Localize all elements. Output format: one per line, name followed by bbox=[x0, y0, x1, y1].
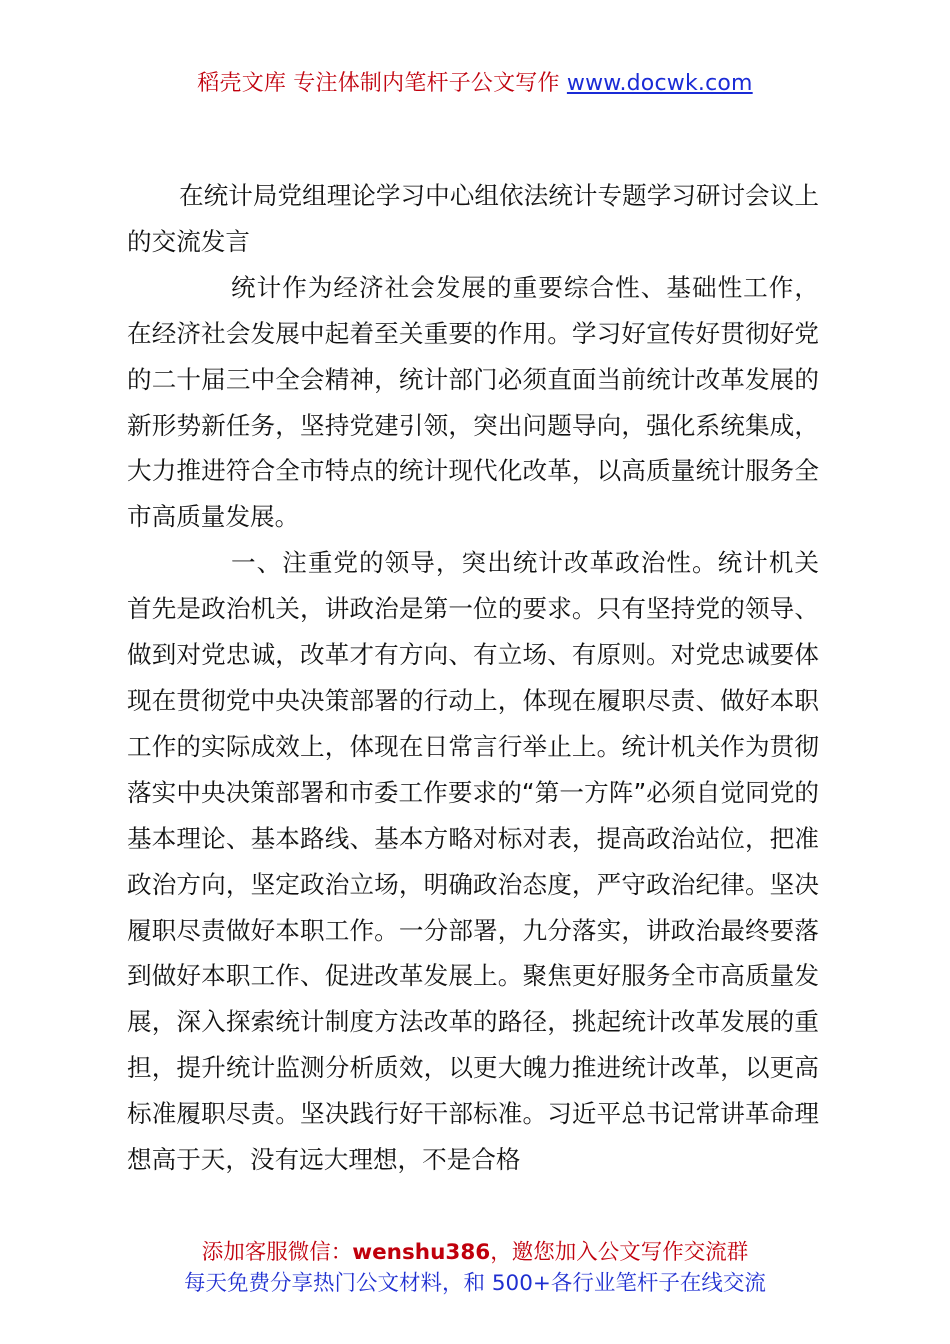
paragraph-section-one: 一、注重党的领导，突出统计改革政治性。统计机关首先是政治机关，讲政治是第一位的要求。只有坚持党的领导、做到对党忠诚，改革才有方向、有立场、有原则。对党忠诚要体现在贯彻党中央决策部署的行动上，体现在履职尽责、做好本职工作的实际成效上，体现在日常言行举止上。统计机关作为贯彻落实中央决策部署和市委工作要求的“第一方阵”必须自觉同党的基本理论、基本路线、基本方略对标对表，提高政治站位，把准政治方向，坚定政治立场，明确政治态度，严守政治纪律。坚决履职尽责做好本职工作。一分部署，九分落实，讲政治最终要落到做好本职工作、促进改革发展上。聚焦更好服务全市高质量发展，深入探索统计制度方法改革的路径，挑起统计改革发展的重担，提升统计监测分析质效，以更大魄力推进统计改革，以更高标准履职尽责。坚决践行好干部标准。习近平总书记常讲革命理想高于天，没有远大理想，不是合格 bbox=[127, 548, 819, 1175]
document-body bbox=[127, 173, 819, 1183]
document-title: 在统计局党组理论学习中心组依法统计专题学习研讨会议上的交流发言 bbox=[127, 181, 819, 256]
header-site-text: 稻壳文库 专注体制内笔杆子公文写作 bbox=[197, 71, 567, 96]
paragraph-intro: 统计作为经济社会发展的重要综合性、基础性工作，在经济社会发展中起着至关重要的作用。学习好宣传好贯彻好党的二十届三中全会精神，统计部门必须直面当前统计改革发展的新形势新任务，坚持党建引领，突出问题导向，强化系统集成，大力推进符合全市特点的统计现代化改革，以高质量统计服务全市高质量发展。 bbox=[127, 272, 819, 532]
page-footer bbox=[0, 1237, 950, 1299]
footer-wechat-suffix: ，邀您加入公文写作交流群 bbox=[490, 1240, 749, 1265]
footer-wechat-line bbox=[0, 1237, 950, 1268]
page-header bbox=[0, 66, 950, 102]
footer-wechat-id: wenshu386 bbox=[352, 1240, 491, 1265]
footer-wechat-prefix: 添加客服微信： bbox=[201, 1240, 353, 1265]
header-site-link[interactable]: www.docwk.com bbox=[566, 71, 753, 96]
footer-share-line: 每天免费分享热门公文材料，和 500+各行业笔杆子在线交流 bbox=[184, 1271, 766, 1296]
